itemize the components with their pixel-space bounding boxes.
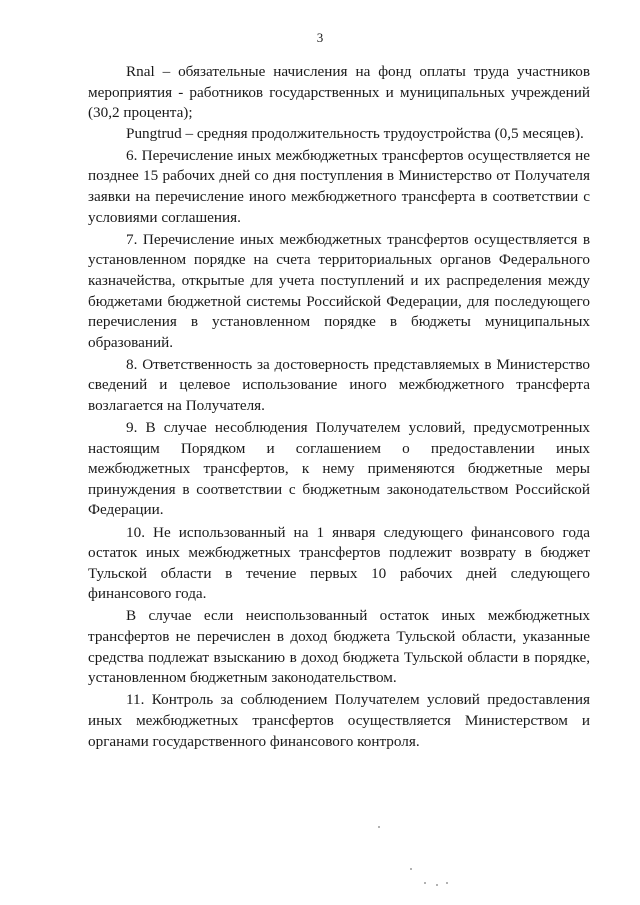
paragraph-clause-7: 7. Перечисление иных межбюджетных трансфертов осуществляется в установленном порядке на счета территориальных органов Федерального казначейства, открытые для учета поступлений и их распределения между бюджетами бюджетной системы Российской Федерации, для последующего перечисления в установленном порядке в бюджеты муниципальных образований. (88, 230, 590, 351)
scan-speck (378, 826, 380, 828)
scan-speck (424, 882, 426, 884)
page-number: 3 (316, 30, 324, 45)
paragraph-pungtrud-definition: Pungtrud – средняя продолжительность трудоустройства (0,5 месяцев). (126, 124, 584, 142)
scan-speck (446, 882, 448, 884)
scan-speck (436, 884, 438, 886)
paragraph-clause-6: 6. Перечисление иных межбюджетных трансфертов осуществляется не позднее 15 рабочих дней со дня поступления в Министерство от Получателя заявки на перечисление иного межбюджетного трансферта в соответствии с условиями соглашения. (88, 146, 590, 226)
document-body (88, 62, 590, 754)
scan-speck (410, 868, 412, 870)
paragraph-clause-11: 11. Контроль за соблюдением Получателем условий предоставления иных межбюджетных трансфертов осуществляется Министерством и органами государственного финансового контроля. (88, 691, 590, 750)
paragraph-clause-9: 9. В случае несоблюдения Получателем условий, предусмотренных настоящим Порядком и соглашением о предоставлении иных межбюджетных трансфертов, к нему применяются бюджетные меры принуждения в соответствии с бюджетным законодательством Российской Федерации. (88, 419, 590, 519)
paragraph-rnal-definition: Rnal – обязательные начисления на фонд оплаты труда участников мероприятия - работников государственных и муниципальных учреждений (30,2 процента); (88, 63, 590, 122)
paragraph-clause-10: 10. Не использованный на 1 января следующего финансового года остаток иных межбюджетных трансфертов подлежит возврату в бюджет Тульской области в течение первых 10 рабочих дней следующего финансового года. (88, 523, 590, 603)
paragraph-clause-10-continued: В случае если неиспользованный остаток иных межбюджетных трансфертов не перечислен в доход бюджета Тульской области, указанные средства подлежат взысканию в доход бюджета Тульской области в порядке, установленном бюджетным законодательством. (88, 607, 590, 687)
paragraph-clause-8: 8. Ответственность за достоверность представляемых в Министерство сведений и целевое использование иного межбюджетного трансферта возлагается на Получателя. (88, 355, 590, 414)
